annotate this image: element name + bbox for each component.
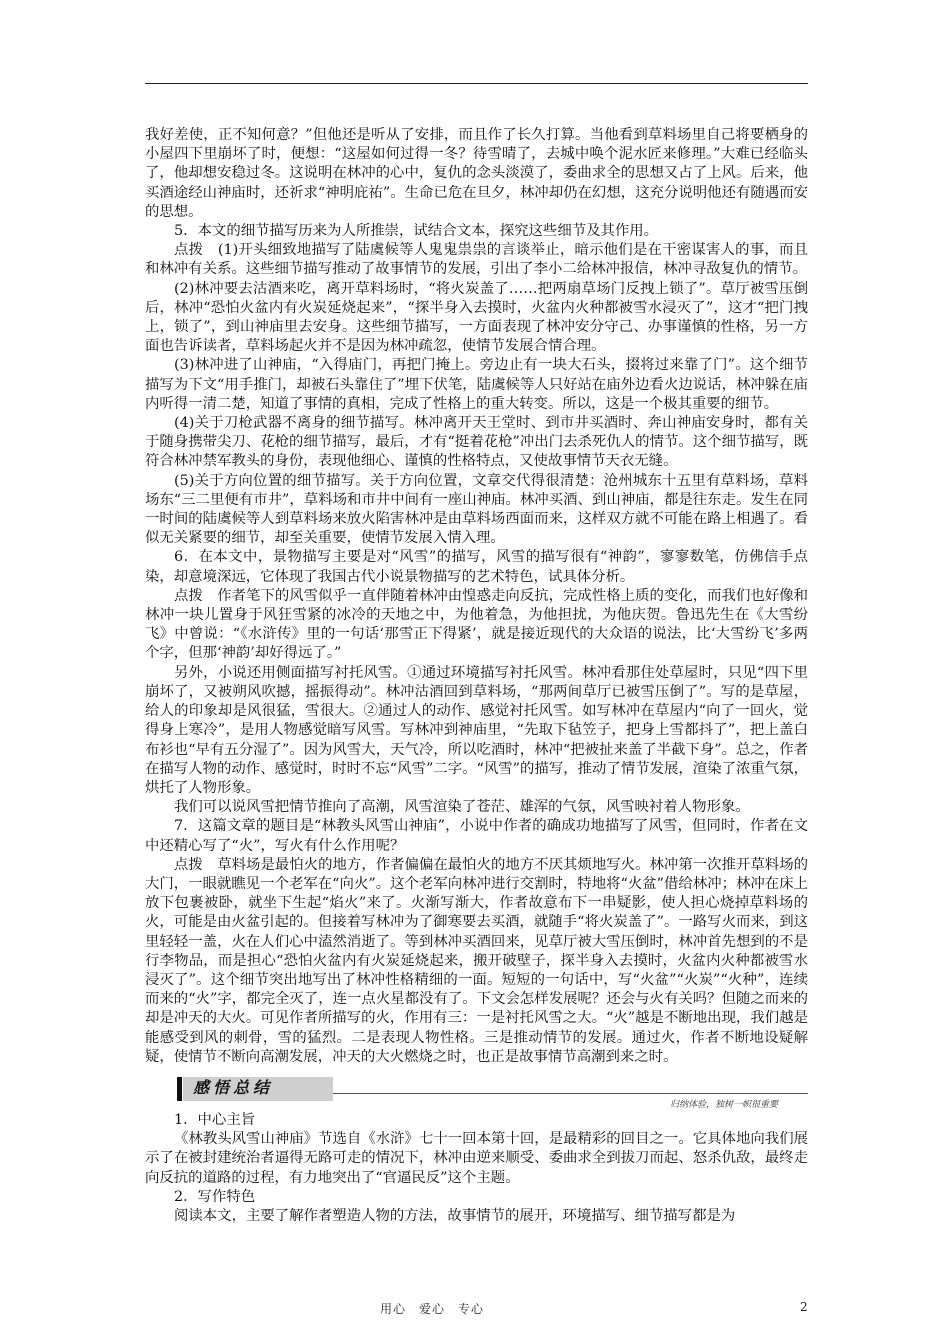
question-7: 7．这篇文章的题目是“林教头风雪山神庙”，小说中作者的确成功地描写了风雪，但同时，作者在文中还精心写了“火”，写火有什么作用呢？	[145, 818, 808, 854]
header-rule	[145, 83, 808, 84]
footer-motto: 用心 爱心 专心	[380, 1302, 485, 1316]
paragraph: (2)林冲要去沽酒来吃，离开草料场时，“将火炭盖了……把两扇草场门反拽上锁了”。草厅被雪压倒后，林冲“恐怕火盆内有火炭延烧起来”，“探半身入去摸时，火盆内火种都被雪水浸灭了”，这才“把门拽上，锁了”，到山神庙里去安身。这些细节描写，一方面表现了林冲安分守己、办事谨慎的性格，另一方面也告诉读者，草料场起火并不是因为林冲疏忽，使情节发展合情合理。	[145, 280, 808, 355]
summary-title: 感悟总结	[193, 1077, 274, 1097]
question-5: 5．本文的细节描写历来为人所推崇，试结合文本，探究这些细节及其作用。	[174, 223, 659, 240]
summary-banner	[145, 1075, 808, 1110]
paragraph: (5)关于方向位置的细节描写。关于方向位置，文章交代得很清楚：沧州城东十五里有草料场，草料场东“三二里便有市井”，草料场和市井中间有一座山神庙。林冲买酒、到山神庙，都是往东走。发生在同一时间的陆虞候等人到草料场来放火陷害林冲是由草料场西面而来，这样双方就不可能在路上相遇了。看似无关紧要的细节，却至关重要，使情节发展入情入理。	[145, 472, 808, 547]
paragraph: 我好差使，正不知何意？”但他还是听从了安排，而且作了长久打算。当他看到草料场里自己将要栖身的小屋四下里崩坏了时，便想：“这屋如何过得一冬？待雪晴了，去城中唤个泥水匠来修理。”大难已经临头了，他却想安稳过冬。这说明在林冲的心中，复仇的念头淡漠了，委曲求全的思想又占了上风。后来，他买酒途经山神庙时，还祈求“神明庇祐”。生命已危在旦夕，林冲却仍在幻想，这充分说明他还有随遇而安的思想。	[145, 127, 808, 220]
summary-paragraph: 阅读本文，主要了解作者塑造人物的方法，故事情节的展开，环境描写、细节描写都是为	[174, 1207, 736, 1224]
summary-tagline: 归纳体验，独树一帜很重要	[669, 1099, 778, 1110]
summary-heading: 2．写作特色	[174, 1188, 256, 1205]
page-number: 2	[800, 1300, 808, 1314]
paragraph: (3)林冲进了山神庙，“入得庙门，再把门掩上。旁边止有一块大石头，掇将过来靠了门”。这个细节描写为下文“用手推门，却被石头靠住了”埋下伏笔，陆虞候等人只好站在庙外边看火边说话，林冲躲在庙内听得一清二楚，知道了事情的真相，完成了性格上的重大转变。所以，这是一个极其重要的细节。	[145, 357, 808, 412]
paragraph: 点拨 作者笔下的风雪似乎一直伴随着林冲由惶惑走向反抗，完成性格上质的变化，而我们也好像和林冲一块儿置身于风狂雪紧的冰冷的天地之中，为他着急，为他担扰，为他庆贺。鲁迅先生在《大雪纷飞》中曾说：“《水浒传》里的一句话‘那雪正下得紧’，就是接近现代的大众语的说法，比‘大雪纷飞’多两个字，但那‘神韵’却好得远了。”	[145, 587, 808, 662]
paragraph: 点拨 (1)开头细致地描写了陆虞候等人鬼鬼祟祟的言谈举止，暗示他们是在干密谋害人的事，而且和林冲有关系。这些细节描写推动了故事情节的发展，引出了李小二给林冲报信，林冲寻敌复仇的情节。	[145, 242, 808, 278]
body-text	[145, 126, 808, 1226]
paragraph: 我们可以说风雪把情节推向了高潮，风雪渲染了苍茫、雄浑的气氛，风雪映衬着人物形象。	[174, 799, 750, 816]
summary-heading: 1．中心主旨	[174, 1111, 256, 1128]
paragraph: (4)关于刀枪武器不离身的细节描写。林冲离开天王堂时、到市井买酒时、奔山神庙安身时，都有关于随身携带尖刀、花枪的细节描写，最后，才有“挺着花枪”冲出门去杀死仇人的情节。这个细节描写，既符合林冲禁军教头的身份，表现他细心、谨慎的性格特点，又使故事情节天衣无缝。	[145, 415, 808, 470]
summary-paragraph: 《林教头风雪山神庙》节选自《水浒》七十一回本第十回，是最精彩的回目之一。它具体地向我们展示了在被封建统治者逼得无路可走的情况下，林冲由逆来顺受、委曲求全到拔刀而起、怒杀仇敌，最终走向反抗的道路的过程，有力地突出了“官逼民反”这个主题。	[145, 1131, 808, 1186]
paragraph: 点拨 草料场是最怕火的地方，作者偏偏在最怕火的地方不厌其烦地写火。林冲第一次推开草料场的大门，一眼就瞧见一个老军在“向火”。这个老军向林冲进行交割时，特地将“火盆”借给林冲；林冲在床上放下包裹被卧，就坐下生起“焰火”来了。火渐写渐大，作者故意布下一串疑影，使人担心烧掉草料场的火，可能是由火盆引起的。但接着写林冲为了御寒要去买酒，就随手“将火炭盖了”。一路写火而来，到这里轻轻一盖，火在人们心中溘然消逝了。等到林冲买酒回来，见草厅被大雪压倒时，林冲首先想到的不是行李物品，而是担心“恐怕火盆内有火炭延烧起来，搬开破壁子，探半身入去摸时，火盆内火种都被雪水浸灭了”。这个细节突出地写出了林冲性格精细的一面。短短的一句话中，写“火盆”“火炭”“火种”，连续而来的“火”字，都完全灭了，连一点火星都没有了。下文会怎样发展呢？还会与火有关吗？但随之而来的却是冲天的大火。可见作者所描写的火，作用有三：一是衬托风雪之大。“火”越是不断地出现，我们越是能感受到风的刺骨，雪的猛烈。二是表现人物性格。三是推动情节的发展。通过火，作者不断地设疑解疑，使情节不断向高潮发展，冲天的大火燃烧之时，也正是故事情节高潮到来之时。	[145, 856, 808, 1065]
banner-bar	[177, 1077, 182, 1101]
question-6: 6．在本文中，景物描写主要是对“风雪”的描写，风雪的描写很有“神韵”，寥寥数笔，仿佛信手点染，却意境深远，它体现了我国古代小说景物描写的艺术特色，试具体分析。	[145, 549, 808, 585]
banner-rule	[333, 1093, 808, 1094]
paragraph: 另外，小说还用侧面描写衬托风雪。①通过环境描写衬托风雪。林冲看那住处草屋时，只见“四下里崩坏了，又被朔风吹撼，摇振得动”。林冲沽酒回到草料场，“那两间草厅已被雪压倒了”。写的是草屋，给人的印象却是风很猛，雪很大。②通过人的动作、感觉衬托风雪。如写林冲在草屋内“向了一回火，觉得身上寒冷”，是用人物感觉暗写风雪。写林冲到神庙里，“先取下毡笠子，把身上雪都抖了”，把上盖白布衫也“早有五分湿了”。因为风雪大，天气冷，所以吃酒时，林冲“把被扯来盖了半截下身”。总之，作者在描写人物的动作、感觉时，时时不忘“风雪”二字。“风雪”的描写，推动了情节发展，渲染了浓重气氛，烘托了人物形象。	[145, 664, 808, 796]
